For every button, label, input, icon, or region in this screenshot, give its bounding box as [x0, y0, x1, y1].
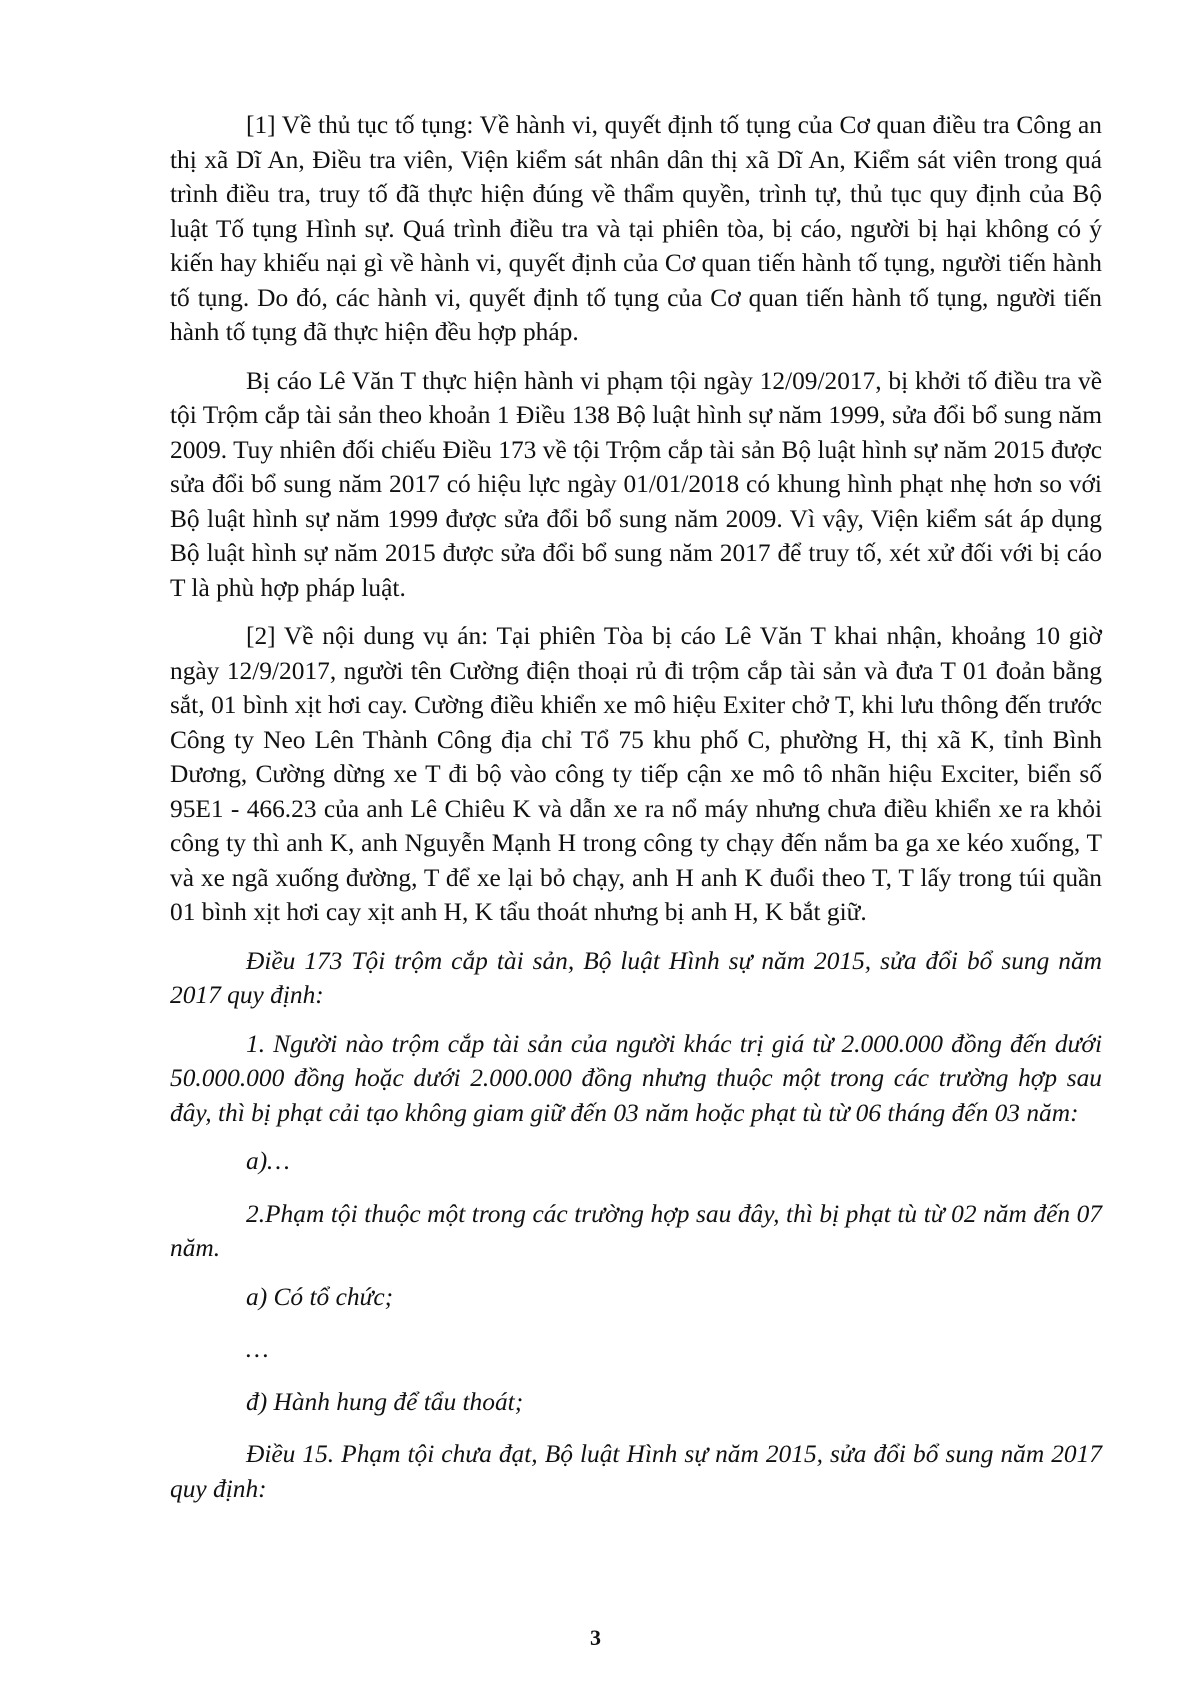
paragraph-procedure: [1] Về thủ tục tố tụng: Về hành vi, quyết định tố tụng của Cơ quan điều tra Công an thị xã Dĩ An, Điều tra viên, Viện kiểm sát nhân dân thị xã Dĩ An, Kiểm sát viên trong quá trình điều tra, truy tố đã thực hiện đúng về thẩm quyền, trình tự, thủ tục quy định của Bộ luật Tố tụng Hình sự. Quá trình điều tra và tại phiên tòa, bị cáo, người bị hại không có ý kiến hay khiếu nại gì về hành vi, quyết định của Cơ quan tiến hành tố tụng, người tiến hành tố tụng. Do đó, các hành vi, quyết định tố tụng của Cơ quan tiến hành tố tụng, người tiến hành tố tụng đã thực hiện đều hợp pháp.: [170, 111, 1102, 346]
document-page: [170, 108, 1102, 1520]
paragraph-ellipsis: …: [246, 1335, 269, 1363]
paragraph-clause-2-point-d: đ) Hành hung để tẩu thoát;: [246, 1387, 524, 1416]
paragraph-article-15-heading: Điều 15. Phạm tội chưa đạt, Bộ luật Hình sự năm 2015, sửa đổi bổ sung năm 2017 quy định:: [170, 1440, 1102, 1503]
paragraph-article-173-point-a: a)…: [246, 1147, 290, 1175]
paragraph-clause-2-point-a: a) Có tổ chức;: [246, 1282, 394, 1311]
paragraph-article-173-clause-2: 2.Phạm tội thuộc một trong các trường hợp sau đây, thì bị phạt tù từ 02 năm đến 07 năm.: [170, 1199, 1102, 1262]
paragraph-case-content: [2] Về nội dung vụ án: Tại phiên Tòa bị cáo Lê Văn T khai nhận, khoảng 10 giờ ngày 12/9/2017, người tên Cường điện thoại rủ đi trộm cắp tài sản và đưa T 01 đoản bằng sắt, 01 bình xịt hơi cay. Cường điều khiển xe mô hiệu Exiter chở T, khi lưu thông đến trước Công ty Neo Lên Thành Công địa chỉ Tổ 75 khu phố C, phường H, thị xã K, tỉnh Bình Dương, Cường dừng xe T đi bộ vào công ty tiếp cận xe mô tô nhãn hiệu Exciter, biển số 95E1 - 466.23 của anh Lê Chiêu K và dẫn xe ra nổ máy nhưng chưa điều khiển xe ra khỏi công ty thì anh K, anh Nguyễn Mạnh H trong công ty chạy đến nắm ba ga xe kéo xuống, T và xe ngã xuống đường, T để xe lại bỏ chạy, anh H anh K đuổi theo T, T lấy trong túi quần 01 bình xịt hơi cay xịt anh H, K tẩu thoát nhưng bị anh H, K bắt giữ.: [170, 622, 1102, 926]
paragraph-article-173-clause-1: 1. Người nào trộm cắp tài sản của người khác trị giá từ 2.000.000 đồng đến dưới 50.000.000 đồng hoặc dưới 2.000.000 đồng nhưng thuộc một trong các trường hợp sau đây, thì bị phạt cải tạo không giam giữ đến 03 năm hoặc phạt tù từ 06 tháng đến 03 năm:: [170, 1029, 1102, 1127]
page-number: 3: [590, 1625, 601, 1650]
paragraph-law-application: Bị cáo Lê Văn T thực hiện hành vi phạm tội ngày 12/09/2017, bị khởi tố điều tra về tội Trộm cắp tài sản theo khoản 1 Điều 138 Bộ luật hình sự năm 1999, sửa đổi bổ sung năm 2009. Tuy nhiên đối chiếu Điều 173 về tội Trộm cắp tài sản Bộ luật hình sự năm 2015 được sửa đổi bổ sung năm 2017 có hiệu lực ngày 01/01/2018 có khung hình phạt nhẹ hơn so với Bộ luật hình sự năm 1999 được sửa đổi bổ sung năm 2009. Vì vậy, Viện kiểm sát áp dụng Bộ luật hình sự năm 2015 được sửa đổi bổ sung năm 2017 để truy tố, xét xử đối với bị cáo T là phù hợp pháp luật.: [170, 366, 1102, 602]
paragraph-article-173-heading: Điều 173 Tội trộm cắp tài sản, Bộ luật Hình sự năm 2015, sửa đổi bổ sung năm 2017 quy định:: [170, 946, 1102, 1009]
